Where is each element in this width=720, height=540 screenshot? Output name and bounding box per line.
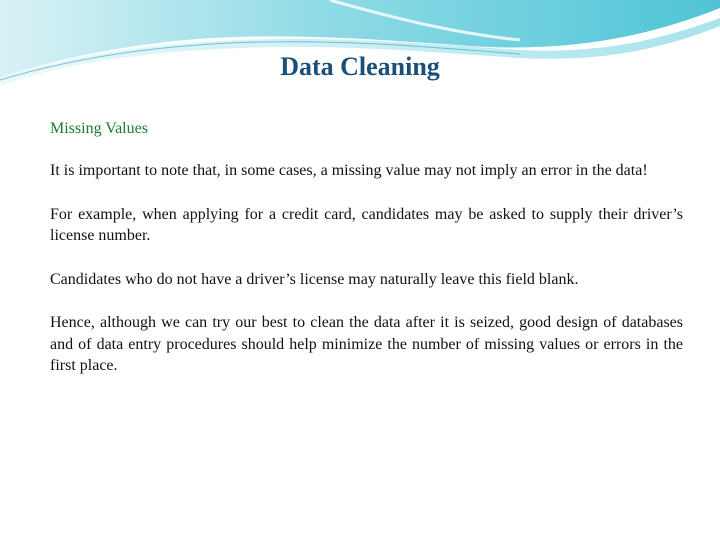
slide-body <box>50 118 683 399</box>
body-paragraph: It is important to note that, in some cases, a missing value may not imply an error in the data! <box>50 162 648 179</box>
section-subheading: Missing Values <box>50 120 148 137</box>
slide-title: Data Cleaning <box>280 52 440 81</box>
body-paragraph: For example, when applying for a credit card, candidates may be asked to supply their driver’s license number. <box>50 205 683 244</box>
body-paragraph: Hence, although we can try our best to clean the data after it is seized, good design of databases and of data entry procedures should help minimize the number of missing values or errors in the first place. <box>50 314 683 374</box>
body-paragraph: Candidates who do not have a driver’s license may naturally leave this field blank. <box>50 270 579 288</box>
